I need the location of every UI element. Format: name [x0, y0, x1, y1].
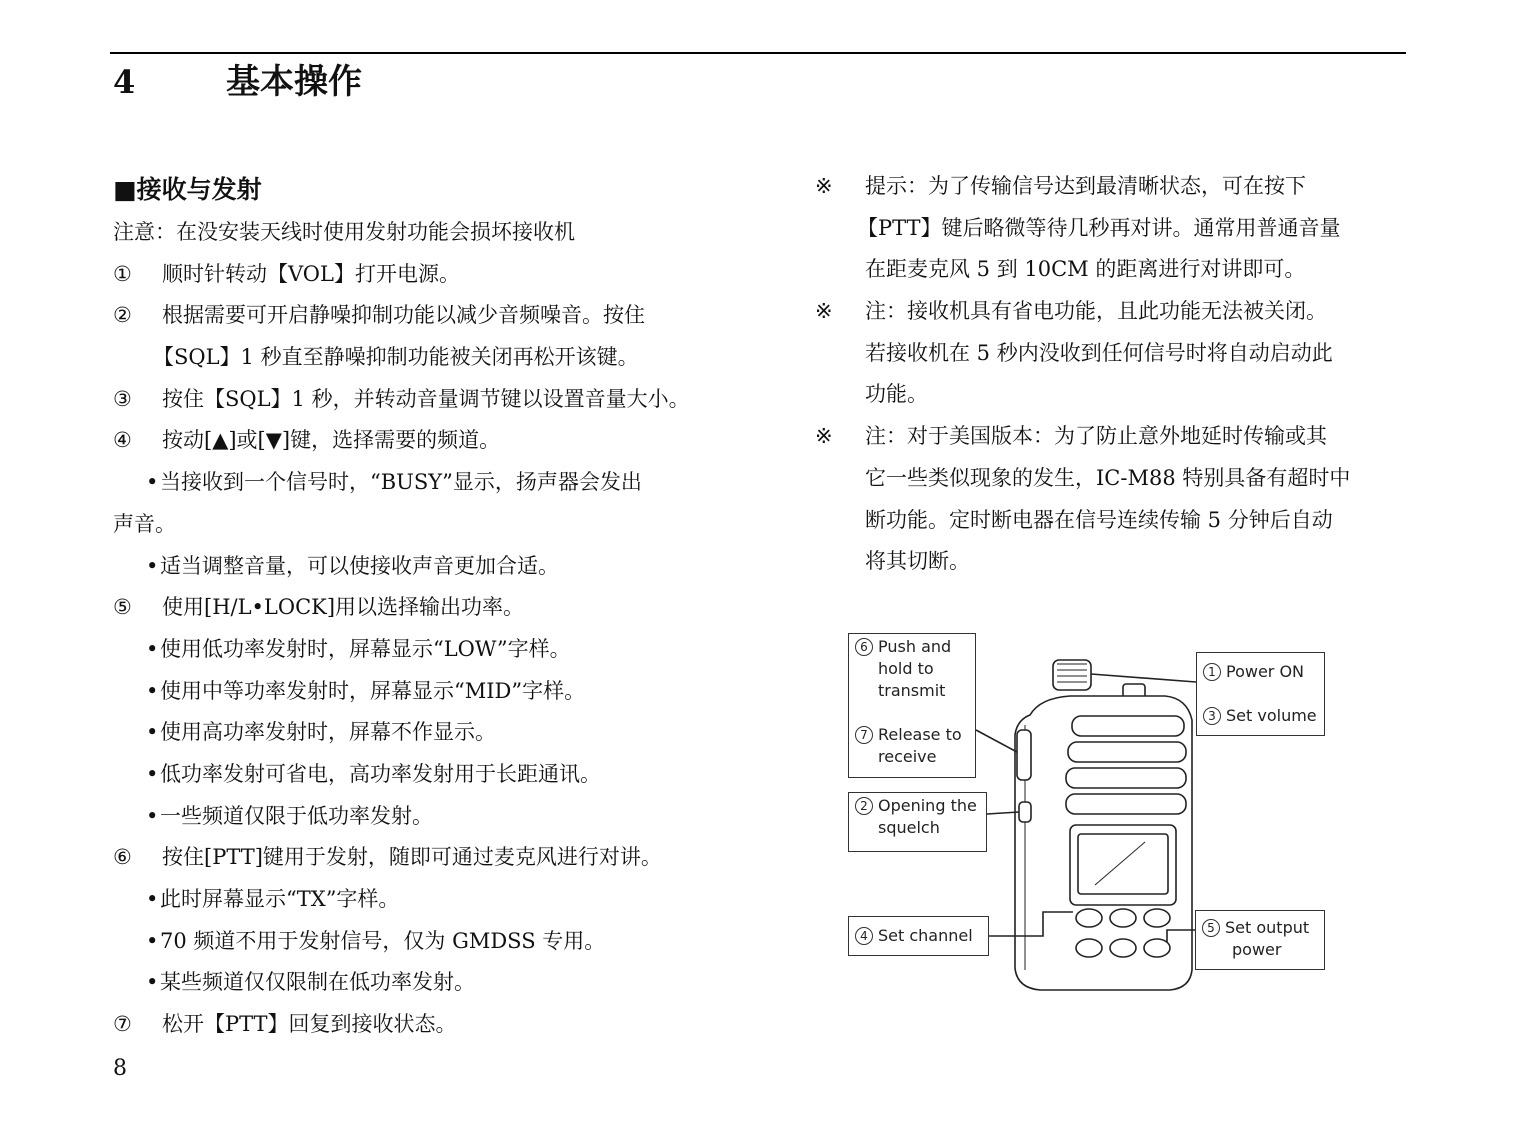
- bullet-dot: •: [146, 636, 159, 661]
- note-text: 注：对于美国版本：为了防止意外地延时传输或其: [865, 424, 1327, 449]
- bullet-dot: •: [146, 470, 159, 495]
- note-text: 若接收机在 5 秒内没收到任何信号时将自动启动此: [865, 340, 1333, 365]
- reference-mark: ※: [815, 424, 833, 449]
- note-text: 【PTT】键后略微等待几秒再对讲。通常用普通音量: [857, 215, 1341, 240]
- callout-number: 6: [855, 638, 873, 656]
- bullet-text: 适当调整音量，可以使接收声音更加合适。: [160, 553, 559, 578]
- bullet-dot: •: [146, 970, 159, 995]
- step-marker: ⑤: [113, 595, 132, 620]
- step-text: 顺时针转动【VOL】打开电源。: [162, 261, 460, 286]
- bullet-dot: •: [146, 887, 159, 911]
- warning-note: [113, 212, 763, 254]
- us-version-note-cont: [815, 541, 1405, 583]
- callout-text: Power ON: [1226, 662, 1305, 681]
- bullet-text: 声音。: [113, 511, 176, 536]
- bullet-item: [113, 879, 763, 921]
- callout-text: Set output: [1225, 918, 1310, 937]
- step-6: [113, 837, 763, 879]
- note-text: 提示：为了传输信号达到最清晰状态，可在按下: [865, 174, 1306, 198]
- callout-channel: [848, 916, 989, 956]
- bullet-text: 使用低功率发射时，屏幕显示“LOW”字样。: [160, 636, 571, 661]
- callout-text: Push and: [878, 637, 952, 656]
- step-text: 按住【SQL】1 秒，并转动音量调节键以设置音量大小。: [162, 386, 690, 411]
- power-save-note: [815, 291, 1405, 333]
- step-marker: ③: [113, 386, 132, 411]
- callout-text: Release to: [878, 725, 962, 744]
- step-marker: ④: [113, 428, 132, 453]
- step-text: 【SQL】1 秒直至静噪抑制功能被关闭再松开该键。: [153, 345, 639, 370]
- bullet-text: 使用高功率发射时，屏幕不作显示。: [160, 720, 496, 745]
- callout-ptt: [848, 633, 976, 778]
- bullet-item: [113, 962, 763, 1004]
- radio-diagram: [845, 630, 1330, 1000]
- note-text: 将其切断。: [865, 549, 970, 574]
- bullet-item: [113, 712, 763, 754]
- bullet-text: 一些频道仅限于低功率发射。: [160, 803, 433, 828]
- bullet-item: [113, 796, 763, 838]
- callout-number: 4: [855, 927, 873, 945]
- bullet-item: [113, 462, 763, 504]
- note-text: 注：接收机具有省电功能，且此功能无法被关闭。: [865, 299, 1327, 324]
- bullet-item: [113, 671, 763, 713]
- left-column: [113, 166, 763, 1046]
- us-version-note: [815, 416, 1405, 458]
- note-text: 功能。: [865, 382, 928, 407]
- bullet-dot: •: [146, 928, 159, 953]
- reference-mark: ※: [815, 174, 833, 198]
- tip-note-cont: [815, 249, 1405, 291]
- step-marker: ①: [113, 261, 132, 286]
- step-marker: ②: [113, 303, 132, 328]
- tip-note-cont: [815, 208, 1405, 250]
- bullet-item: [113, 921, 763, 963]
- step-text: 松开【PTT】回复到接收状态。: [162, 1012, 457, 1037]
- callout-text: Set volume: [1226, 706, 1317, 725]
- callout-text: Set channel: [878, 926, 973, 945]
- step-1: [113, 254, 763, 296]
- bullet-item: [113, 546, 763, 588]
- callout-number: 7: [855, 726, 873, 744]
- bullet-text: 此时屏幕显示“TX”字样。: [160, 887, 400, 911]
- warning-text: 注意：在没安装天线时使用发射功能会损坏接收机: [113, 220, 575, 244]
- right-column: [815, 166, 1405, 583]
- callout-number: 2: [855, 797, 873, 815]
- step-text: 按动[▲]或[▼]键，选择需要的频道。: [162, 428, 501, 453]
- step-marker: ⑦: [113, 1012, 132, 1037]
- bullet-text: 某些频道仅仅限制在低功率发射。: [160, 970, 475, 995]
- callout-text: receive: [878, 747, 937, 766]
- bullet-item-cont: [113, 504, 763, 546]
- bullet-dot: •: [146, 720, 159, 745]
- header-rule: [110, 52, 1406, 54]
- callout-number: 3: [1203, 707, 1221, 725]
- bullet-dot: •: [146, 803, 159, 828]
- tip-note: [815, 166, 1405, 208]
- us-version-note-cont: [815, 458, 1405, 500]
- step-text: 使用[H/L•LOCK]用以选择输出功率。: [162, 595, 525, 620]
- callout-text: Opening the: [878, 796, 977, 815]
- callout-text: power: [1232, 940, 1282, 959]
- callout-number: 1: [1203, 663, 1221, 681]
- us-version-note-cont: [815, 500, 1405, 542]
- callout-text: squelch: [878, 818, 940, 837]
- power-save-note-cont: [815, 333, 1405, 375]
- note-text: 断功能。定时断电器在信号连续传输 5 分钟后自动: [865, 507, 1333, 532]
- step-text: 按住[PTT]键用于发射，随即可通过麦克风进行对讲。: [162, 845, 662, 870]
- step-4: [113, 420, 763, 462]
- bullet-text: 使用中等功率发射时，屏幕显示“MID”字样。: [160, 678, 586, 703]
- step-7: [113, 1004, 763, 1046]
- step-text: 根据需要可开启静噪抑制功能以减少音频噪音。按住: [162, 303, 645, 328]
- bullet-text: 当接收到一个信号时，“BUSY”显示，扬声器会发出: [160, 470, 642, 495]
- chapter-title: 基本操作: [226, 62, 362, 102]
- bullet-text: 70 频道不用于发射信号，仅为 GMDSS 专用。: [160, 928, 606, 953]
- bullet-item: [113, 754, 763, 796]
- bullet-item: [113, 629, 763, 671]
- chapter-number: 4: [113, 63, 136, 101]
- note-text: 它一些类似现象的发生，IC-M88 特别具备有超时中: [865, 465, 1351, 490]
- step-2: [113, 295, 763, 337]
- callout-power: [1195, 910, 1325, 970]
- bullet-text: 低功率发射可省电，高功率发射用于长距通讯。: [160, 761, 601, 786]
- bullet-dot: •: [146, 678, 159, 703]
- callout-number: 5: [1202, 919, 1220, 937]
- bullet-dot: •: [146, 553, 159, 578]
- page-number: 8: [113, 1056, 127, 1081]
- power-save-note-cont: [815, 374, 1405, 416]
- step-5: [113, 587, 763, 629]
- section-heading: ■接收与发射: [113, 175, 262, 204]
- step-marker: ⑥: [113, 845, 132, 870]
- bullet-dot: •: [146, 761, 159, 786]
- reference-mark: ※: [815, 299, 833, 324]
- note-text: 在距麦克风 5 到 10CM 的距离进行对讲即可。: [865, 257, 1306, 282]
- step-3: [113, 379, 763, 421]
- callout-text: hold to: [878, 659, 934, 678]
- callout-volume: [1196, 652, 1325, 736]
- callout-text: transmit: [878, 681, 946, 700]
- step-2-cont: [113, 337, 763, 379]
- callout-squelch: [848, 792, 987, 852]
